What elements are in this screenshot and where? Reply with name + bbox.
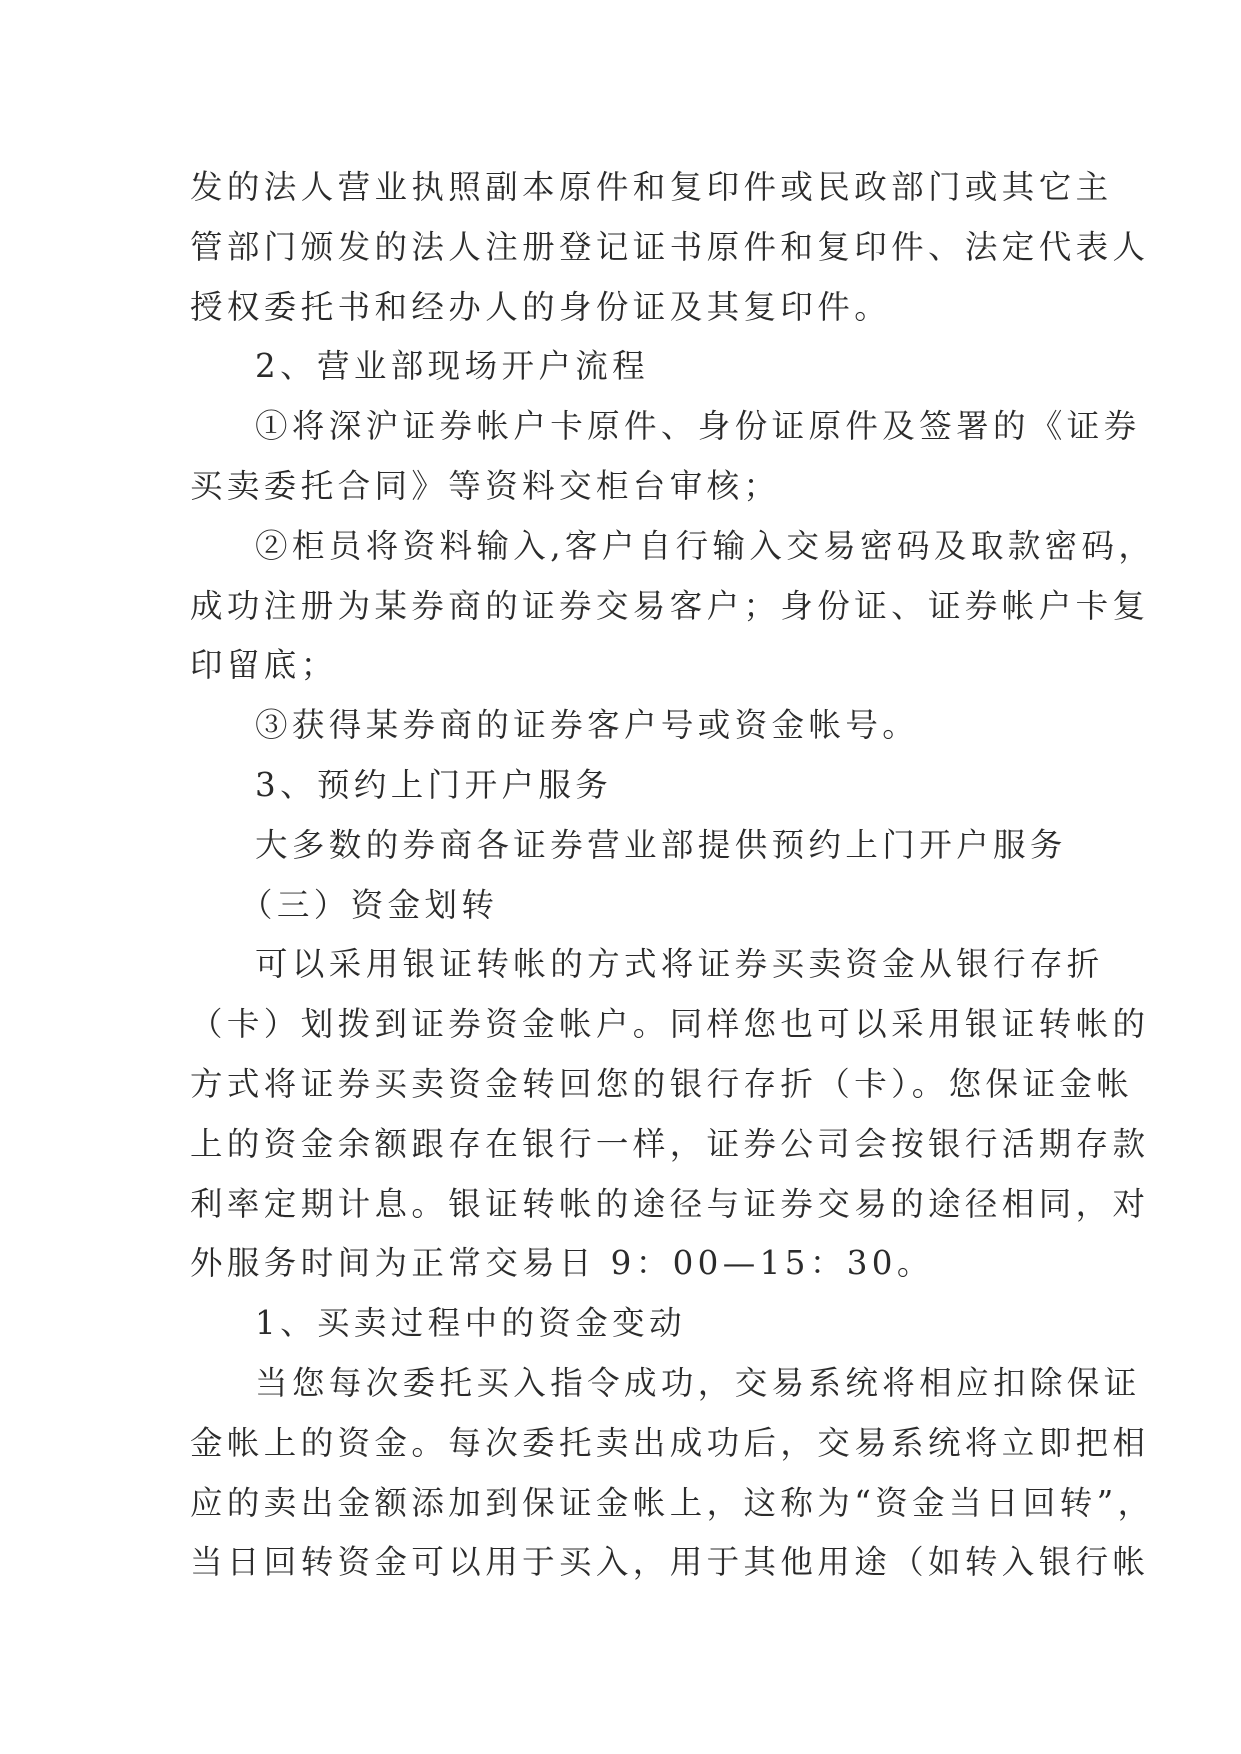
text-line: 买卖委托合同》等资料交柜台审核； [190,466,781,505]
text-line: 印留底； [190,646,338,685]
section-heading: 1、买卖过程中的资金变动 [255,1304,686,1343]
text-line: 方式将证券买卖资金转回您的银行存折（卡）。您保证金帐 [190,1064,1134,1103]
text-line: （卡）划拨到证券资金帐户。同样您也可以采用银证转帐的 [190,1005,1150,1044]
text-line: ①将深沪证券帐户卡原件、身份证原件及签署的《证券 [255,407,1141,446]
text-line: 应的卖出金额添加到保证金帐上，这称为“资金当日回转”， [190,1483,1155,1522]
section-heading: 2、营业部现场开户流程 [255,347,650,386]
text-line: 当日回转资金可以用于买入，用于其他用途（如转入银行帐 [190,1543,1150,1582]
section-heading: 3、预约上门开户服务 [255,765,613,804]
text-line: 管部门颁发的法人注册登记证书原件和复印件、法定代表人 [190,227,1150,266]
text-line: 授权委托书和经办人的身份证及其复印件。 [190,287,892,326]
text-line: ③获得某券商的证券客户号或资金帐号。 [255,706,920,745]
text-line: 发的法人营业执照副本原件和复印件或民政部门或其它主 [190,168,1113,206]
text-line: 成功注册为某券商的证券交易客户；身份证、证券帐户卡复 [190,586,1150,625]
text-line: 金帐上的资金。每次委托卖出成功后，交易系统将立即把相 [190,1423,1150,1462]
text-line: 可以采用银证转帐的方式将证券买卖资金从银行存折 [255,945,1104,984]
text-line: 外服务时间为正常交易日 9：00—15：30。 [190,1244,934,1283]
text-line: 大多数的券商各证券营业部提供预约上门开户服务 [255,825,1067,864]
body-text [190,158,1156,1593]
text-line: 当您每次委托买入指令成功，交易系统将相应扣除保证 [255,1363,1141,1402]
section-heading: （三）资金划转 [240,885,499,924]
text-line: 利率定期计息。银证转帐的途径与证券交易的途径相同，对 [190,1184,1150,1223]
text-line: 上的资金余额跟存在银行一样，证券公司会按银行活期存款 [190,1124,1150,1163]
text-line: ②柜员将资料输入,客户自行输入交易密码及取款密码， [255,526,1156,565]
